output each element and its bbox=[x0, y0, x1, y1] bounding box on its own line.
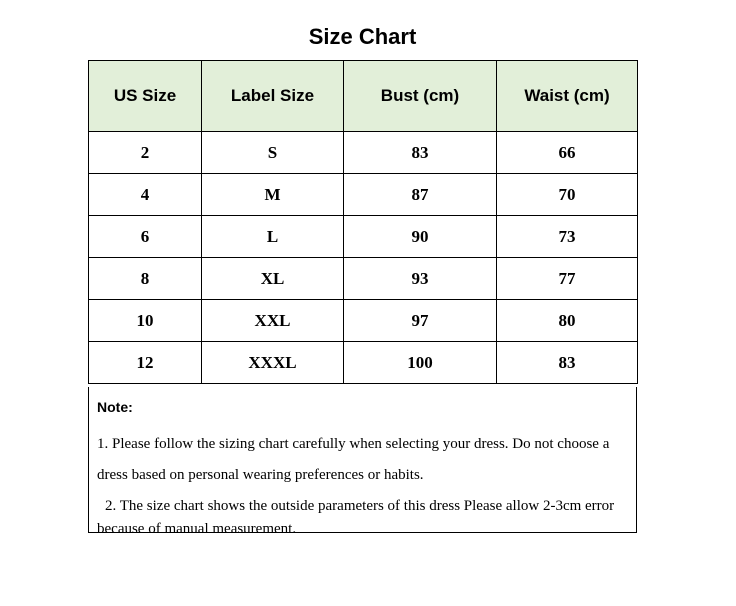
note-item-2: 2. The size chart shows the outside parameters of this dress Please allow 2-3cm error because of manual measurement. bbox=[97, 498, 615, 537]
table-row bbox=[89, 216, 638, 258]
table-row bbox=[89, 174, 638, 216]
note-label: Note: bbox=[97, 399, 133, 415]
cell-waist: 73 bbox=[497, 216, 638, 258]
table-row bbox=[89, 342, 638, 384]
table-row bbox=[89, 258, 638, 300]
cell-waist: 66 bbox=[497, 132, 638, 174]
cell-us-size: 10 bbox=[89, 300, 202, 342]
cell-waist: 70 bbox=[497, 174, 638, 216]
cell-label-size: L bbox=[202, 216, 344, 258]
cell-bust: 93 bbox=[344, 258, 497, 300]
column-header-label-size: Label Size bbox=[202, 61, 344, 132]
column-header-waist: Waist (cm) bbox=[497, 61, 638, 132]
note-box bbox=[88, 387, 637, 537]
cell-us-size: 2 bbox=[89, 132, 202, 174]
cell-label-size: XXL bbox=[202, 300, 344, 342]
size-chart-table bbox=[88, 60, 638, 384]
cell-label-size: S bbox=[202, 132, 344, 174]
cell-bust: 90 bbox=[344, 216, 497, 258]
cell-label-size: XL bbox=[202, 258, 344, 300]
cell-bust: 87 bbox=[344, 174, 497, 216]
cell-waist: 83 bbox=[497, 342, 638, 384]
column-header-bust: Bust (cm) bbox=[344, 61, 497, 132]
page-title: Size Chart bbox=[308, 24, 417, 49]
table-header-row bbox=[89, 61, 638, 132]
cell-us-size: 8 bbox=[89, 258, 202, 300]
cell-bust: 97 bbox=[344, 300, 497, 342]
note-item-1: 1. Please follow the sizing chart carefully when selecting your dress. Do not choose a dress based on personal wearing preferences or habits. bbox=[97, 436, 610, 483]
column-header-us-size: US Size bbox=[89, 61, 202, 132]
table-row bbox=[89, 300, 638, 342]
cell-us-size: 4 bbox=[89, 174, 202, 216]
cell-waist: 77 bbox=[497, 258, 638, 300]
cell-bust: 83 bbox=[344, 132, 497, 174]
table-row bbox=[89, 132, 638, 174]
cell-us-size: 6 bbox=[89, 216, 202, 258]
cell-label-size: M bbox=[202, 174, 344, 216]
cell-us-size: 12 bbox=[89, 342, 202, 384]
cell-label-size: XXXL bbox=[202, 342, 344, 384]
cell-waist: 80 bbox=[497, 300, 638, 342]
cell-bust: 100 bbox=[344, 342, 497, 384]
